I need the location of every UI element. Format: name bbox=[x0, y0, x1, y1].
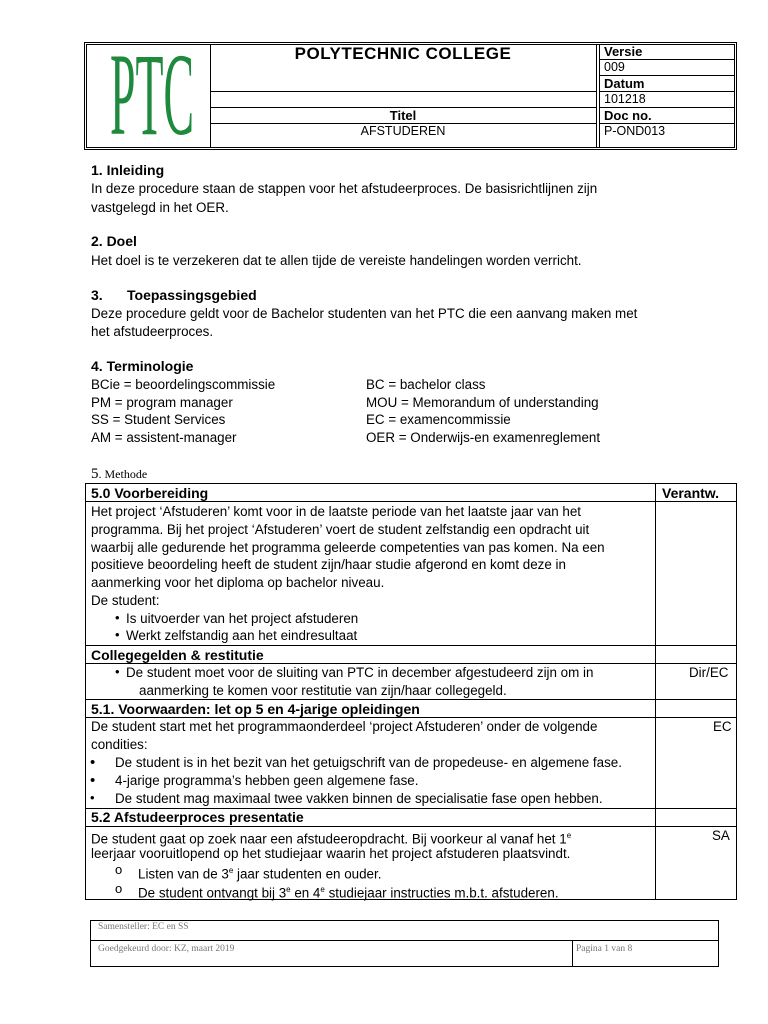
section-3-text-line-2: het afstudeerproces. bbox=[91, 324, 214, 339]
versie-value: 009 bbox=[604, 60, 625, 74]
row3-bullet-2: 4-jarige programma’s hebben geen algemene fase. bbox=[115, 773, 419, 788]
versie-label: Versie bbox=[604, 44, 643, 59]
footer-goedgekeurd: Goedgekeurd door: KZ, maart 2019 bbox=[98, 944, 235, 954]
table-heading-5-0: 5.0 Voorbereiding bbox=[91, 485, 209, 501]
footer-column-divider bbox=[572, 940, 573, 967]
section-3-heading: Toepassingsgebied bbox=[127, 287, 257, 303]
bullet-dot: • bbox=[90, 754, 96, 771]
section-2-text-line-1: Het doel is te verzekeren dat te allen tijde de vereiste handelingen worden verricht. bbox=[91, 253, 582, 268]
section-2-heading: 2. Doel bbox=[91, 233, 137, 249]
datum-label: Datum bbox=[604, 76, 645, 91]
section-4-heading: 4. Terminologie bbox=[91, 358, 194, 374]
section-1-heading: 1. Inleiding bbox=[91, 162, 165, 178]
row4-sub-2-a: De student ontvangt bij 3 bbox=[138, 885, 287, 901]
footer-divider bbox=[90, 940, 719, 941]
row2-line-2: aanmerking te komen voor restitutie van zijn/haar collegegeld. bbox=[139, 683, 507, 698]
ptc-logo bbox=[104, 29, 200, 160]
term-right-4: OER = Onderwijs-en examenreglement bbox=[366, 430, 601, 445]
section-1-text-line-1: In deze procedure staan de stappen voor het afstudeerproces. De basisrichtlijnen zijn bbox=[91, 181, 598, 196]
section-1-text-line-2: vastgelegd in het OER. bbox=[91, 200, 229, 215]
row4-line-2: leerjaar vooruitlopend op het studiejaar waarin het project afstuderen plaatsvindt. bbox=[91, 846, 571, 861]
row2-line-1: De student moet voor de sluiting van PTC in december afgestudeerd zijn om in bbox=[126, 665, 594, 680]
docno-label: Doc no. bbox=[604, 108, 652, 123]
row4-line-1-sup: e bbox=[566, 831, 572, 840]
term-left-4: AM = assistent-manager bbox=[91, 430, 237, 445]
row4-sub-2-c: studiejaar instructies m.b.t. afstuderen. bbox=[324, 885, 559, 901]
header-mid-divider-1 bbox=[210, 91, 596, 92]
bullet-circle: o bbox=[115, 862, 123, 877]
term-right-3: EC = examencommissie bbox=[366, 412, 511, 427]
bullet-dot: • bbox=[90, 790, 95, 805]
section-3-text-line-1: Deze procedure geldt voor de Bachelor studenten van het PTC die een aanvang maken met bbox=[91, 306, 638, 321]
row3-bullet-1: De student is in het bezit van het getuigschrift van de propedeuse- en algemene fase. bbox=[115, 755, 622, 770]
row3-responsible: EC bbox=[713, 719, 732, 734]
row4-sub-2 bbox=[138, 881, 559, 902]
term-left-3: SS = Student Services bbox=[91, 412, 226, 427]
row4-sub-1-sup: e bbox=[228, 866, 234, 875]
row3-line-2: condities: bbox=[91, 737, 148, 752]
bullet-circle: o bbox=[115, 881, 123, 896]
row1-line-1: Het project ‘Afstuderen’ komt voor in de laatste periode van het laatste jaar van het bbox=[91, 504, 582, 519]
term-right-2: MOU = Memorandum of understanding bbox=[366, 395, 599, 410]
row1-line-5: aanmerking voor het diploma op bachelor niveau. bbox=[91, 575, 385, 590]
footer-samensteller: Samensteller: EC en SS bbox=[98, 922, 189, 932]
row1-line-6: De student: bbox=[91, 593, 160, 608]
bullet-dot: • bbox=[115, 627, 120, 642]
titel-label: Titel bbox=[389, 108, 417, 123]
section-5-number: 5 bbox=[91, 466, 99, 482]
college-name: POLYTECHNIC COLLEGE bbox=[294, 44, 512, 63]
row4-sub-2-sup-2: e bbox=[320, 885, 325, 894]
footer-pagina: Pagina 1 van 8 bbox=[576, 944, 633, 954]
row1-line-2: programma. Bij het project ‘Afstuderen’ voert de student zelfstandig een opdracht uit bbox=[91, 522, 590, 537]
datum-value: 101218 bbox=[604, 92, 646, 106]
row1-line-4: positieve beoordeling heeft de student zijn/haar studie afgerond en komt deze in bbox=[91, 557, 566, 572]
table-heading-collegegelden: Collegegelden & restitutie bbox=[91, 647, 264, 663]
table-heading-verantw: Verantw. bbox=[662, 485, 720, 501]
bullet-dot: • bbox=[115, 664, 120, 679]
row1-bullet-2: Werkt zelfstandig aan het eindresultaat bbox=[126, 628, 358, 643]
row4-sub-1-b: jaar studenten en ouder. bbox=[233, 866, 382, 882]
term-right-1: BC = bachelor class bbox=[366, 377, 486, 392]
docno-value: P-OND013 bbox=[604, 124, 666, 138]
table-heading-5-2: 5.2 Afstudeerproces presentatie bbox=[91, 809, 304, 825]
logo-text: PTC bbox=[110, 29, 194, 160]
term-left-2: PM = program manager bbox=[91, 395, 233, 410]
row1-line-3: waarbij alle gedurende het programma geleerde competenties van pas komen. Na een bbox=[91, 540, 605, 555]
row4-line-1-text: De student gaat op zoek naar een afstudeeropdracht. Bij voorkeur al vanaf het 1 bbox=[91, 831, 567, 847]
table-column-divider bbox=[655, 483, 656, 900]
row4-sub-2-b: en 4 bbox=[290, 885, 321, 901]
titel-value: AFSTUDEREN bbox=[360, 124, 446, 138]
row1-bullet-1: Is uitvoerder van het project afstuderen bbox=[126, 611, 359, 626]
row2-responsible: Dir/EC bbox=[689, 665, 729, 680]
row4-sub-1-a: Listen van de 3 bbox=[138, 866, 229, 882]
table-heading-5-1: 5.1. Voorwaarden: let op 5 en 4-jarige opleidingen bbox=[91, 701, 420, 717]
bullet-dot: • bbox=[115, 610, 120, 625]
term-left-1: BCie = beoordelingscommissie bbox=[91, 377, 276, 392]
row3-line-1: De student start met het programmaonderdeel ‘project Afstuderen’ onder de volgende bbox=[91, 719, 598, 734]
bullet-dot: • bbox=[90, 772, 96, 789]
section-5-title: . Methode bbox=[98, 467, 148, 481]
row4-responsible: SA bbox=[712, 828, 730, 843]
row4-sub-2-sup-1: e bbox=[286, 885, 291, 894]
row3-bullet-3: De student mag maximaal twee vakken binnen de specialisatie fase open hebben. bbox=[115, 791, 603, 806]
section-5-heading bbox=[91, 466, 147, 483]
section-3-number: 3. bbox=[91, 287, 103, 303]
